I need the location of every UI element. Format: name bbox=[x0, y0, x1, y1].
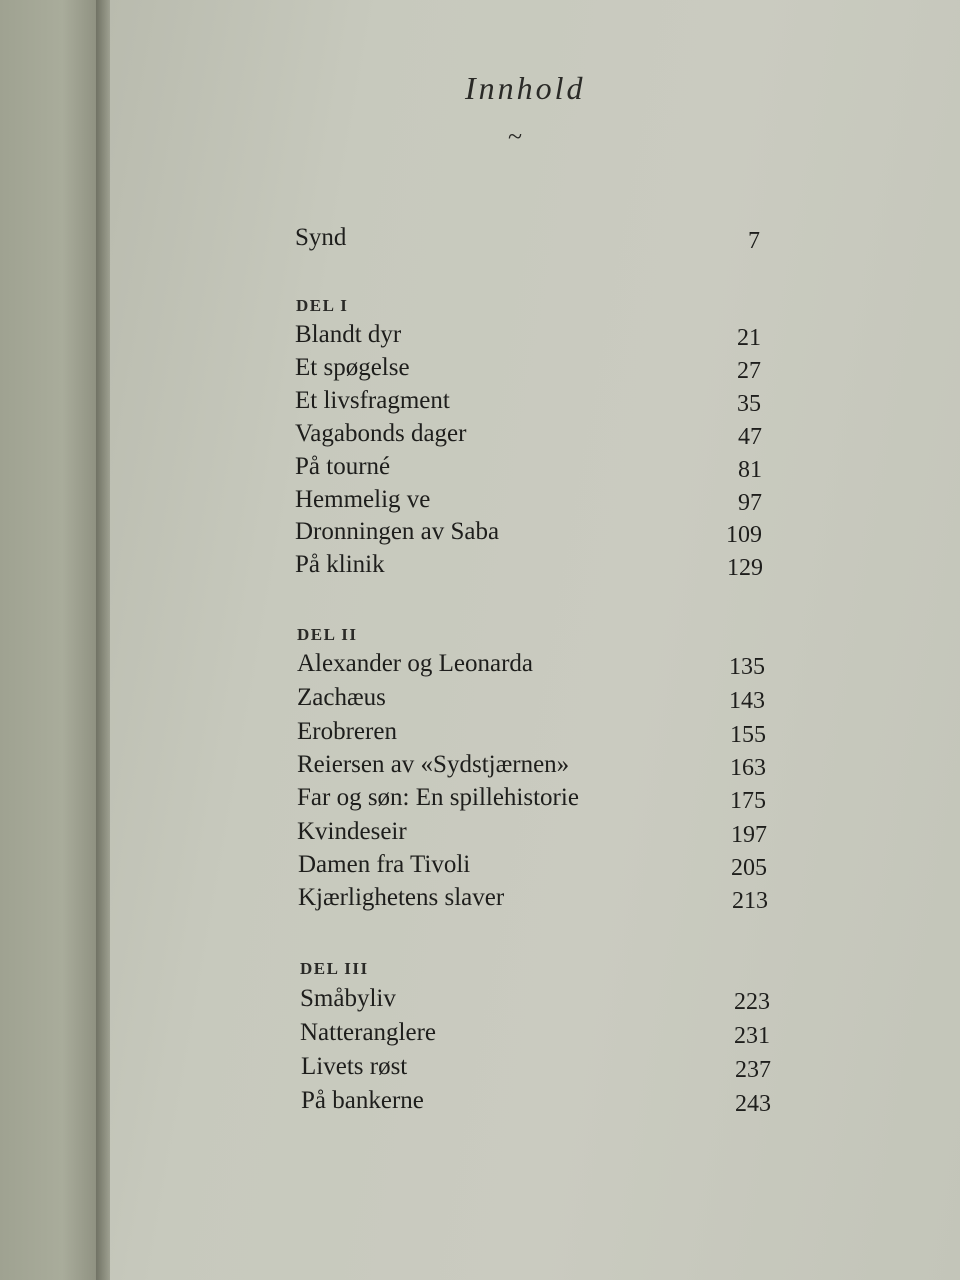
toc-entry-page: 81 bbox=[738, 457, 762, 483]
toc-entry-page: 223 bbox=[734, 989, 770, 1015]
toc-entry-title: Damen fra Tivoli bbox=[298, 851, 471, 878]
toc-entry-page: 143 bbox=[729, 688, 765, 714]
toc-entry-page: 97 bbox=[738, 490, 762, 516]
toc-entry-page: 205 bbox=[731, 855, 767, 881]
toc-entry-title: Far og søn: En spillehistorie bbox=[297, 784, 579, 811]
toc-entry-page: 237 bbox=[735, 1057, 771, 1083]
toc-entry-title: Hemmelig ve bbox=[295, 486, 431, 513]
part-label: DEL II bbox=[297, 625, 358, 644]
toc-entry-title: Kvindeseir bbox=[297, 818, 407, 845]
toc-entry-page: 197 bbox=[731, 822, 767, 848]
toc-entry-title: Kjærlighetens slaver bbox=[298, 884, 505, 911]
toc-entry-title: Et spøgelse bbox=[295, 354, 410, 381]
toc-entry-page: 243 bbox=[735, 1091, 771, 1117]
toc-entry-title: Alexander og Leonarda bbox=[297, 650, 533, 677]
page-title: Innhold bbox=[465, 70, 586, 106]
toc-entry-page: 175 bbox=[730, 788, 766, 814]
toc-entry-page: 7 bbox=[748, 228, 760, 254]
toc-entry-title: Zachæus bbox=[297, 684, 386, 711]
toc-entry-page: 231 bbox=[734, 1023, 770, 1049]
toc-entry-page: 47 bbox=[738, 424, 762, 450]
toc-entry-page: 135 bbox=[729, 654, 765, 680]
part-label: DEL I bbox=[296, 296, 349, 315]
toc-entry-title: Synd bbox=[295, 224, 347, 251]
toc-entry-page: 35 bbox=[737, 391, 761, 417]
toc-entry-title: På klinik bbox=[295, 551, 385, 578]
toc-entry-title: Vagabonds dager bbox=[295, 420, 467, 447]
toc-entry-title: Et livsfragment bbox=[295, 387, 450, 414]
toc-entry-title: Natteranglere bbox=[300, 1019, 437, 1046]
toc-entry-page: 109 bbox=[726, 522, 762, 548]
toc-entry-title: På tourné bbox=[295, 453, 391, 480]
toc-entry-page: 155 bbox=[730, 722, 766, 748]
toc-entry-page: 27 bbox=[737, 358, 761, 384]
toc-entry-title: På bankerne bbox=[301, 1087, 424, 1114]
book-page bbox=[110, 0, 960, 1280]
part-label: DEL III bbox=[300, 959, 369, 978]
toc-entry-page: 213 bbox=[732, 888, 768, 914]
ornament: ~ bbox=[508, 122, 523, 151]
toc-entry-page: 163 bbox=[730, 755, 766, 781]
toc-entry-title: Reiersen av «Sydstjærnen» bbox=[297, 751, 570, 778]
toc-entry-title: Dronningen av Saba bbox=[295, 518, 500, 545]
toc-entry-title: Livets røst bbox=[301, 1053, 408, 1080]
toc-entry-page: 129 bbox=[727, 555, 763, 581]
toc-entry-title: Blandt dyr bbox=[295, 321, 402, 348]
toc-entry-title: Småbyliv bbox=[300, 985, 396, 1012]
toc-entry-title: Erobreren bbox=[297, 718, 397, 745]
facing-page bbox=[0, 0, 104, 1280]
toc-entry-page: 21 bbox=[737, 325, 761, 351]
